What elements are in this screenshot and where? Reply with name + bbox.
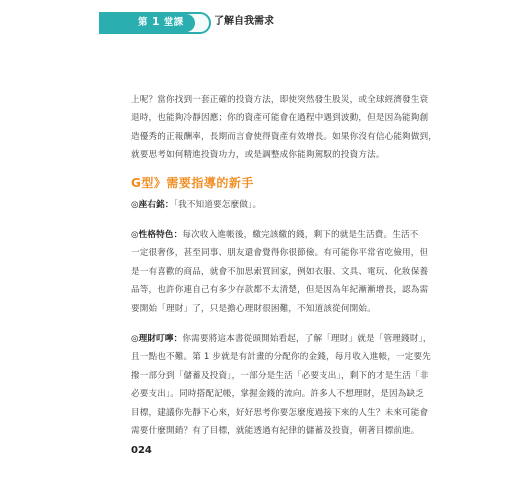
traits-label: ◎性格特色： [131,230,183,240]
paragraph-line: 且一點也不難。第 1 步就是有計畫的分配你的金錢，每月收入進帳，一定要先 [131,352,431,363]
paragraph-line: 上呢？當你找到一套正確的投資方法，即使突然發生股災，或全球經濟發生衰 [131,95,429,105]
advice-label: ◎理財叮嚀： [131,334,183,344]
paragraph-line: 要開始「理財」了，只是擔心理財很困難，不知道該從何開始。 [131,303,376,314]
section-heading: G型》需要指導的新手 [131,176,254,190]
lesson-label [138,13,184,31]
paragraph-line: 撥一部分到「儲蓄及投資」，一部分是生活「必要支出」，剩下的才是生活「非 [131,370,429,381]
paragraph-line: 造優秀的正報酬率，長期而言會使得資產有效增長。如果你沒有信心能夠做到， [131,131,438,142]
motto-label: ◎座右銘： [131,200,174,210]
traits-first-line [131,226,428,244]
paragraph-line: 就要思考如何精進投資功力，或是調整成你能夠駕馭的投資方法。 [131,150,385,161]
advice-paragraph [131,330,432,440]
page-number: 024 [131,445,152,456]
paragraph-line: 需要什麼開銷？有了目標，就能透過有紀律的儲蓄及投資，朝著目標前進。 [131,426,420,437]
paragraph-line: 必要支出」。同時搭配記帳，掌握金錢的流向。許多人不想理財，是因為缺乏 [131,389,424,400]
motto-paragraph [131,196,261,214]
motto-line [131,196,261,214]
traits-paragraph [131,226,428,318]
paragraph-line: 目標，建議你先靜下心來，好好思考你要怎麼度過接下來的人生？未來可能會 [131,407,429,418]
paragraph-intro [131,91,437,165]
lesson-number: 1 [151,15,160,28]
paragraph-line: 一定很奢侈，甚至同事、朋友還會覺得你很節儉。有可能你平常省吃儉用，但 [131,248,429,259]
lesson-title: 了解自我需求 [214,16,274,27]
motto-text: 「我不知道要怎麼做」。 [173,200,262,210]
advice-first-line [131,330,432,348]
traits-first-text: 每次收入進帳後，繳完該繳的錢，剩下的就是生活費。生活不 [182,230,419,240]
lesson-prefix: 第 [138,17,149,28]
paragraph-line: 是一有喜歡的商品，就會不加思索買回家，例如衣服、文具、電玩、化妝保養 [131,266,429,277]
paragraph-line: 退時，也能夠冷靜因應；你的資產可能會在過程中遇到波動，但是因為能夠創 [131,113,429,124]
advice-first-text: 你需要將這本書從頭開始看起，了解「理財」就是「管理錢財」， [182,334,432,344]
paragraph-line: 品等，也許你連自己有多少存款都不太清楚，但是因為年紀漸漸增長，認為需 [131,285,429,296]
lesson-suffix: 堂課 [163,17,184,28]
